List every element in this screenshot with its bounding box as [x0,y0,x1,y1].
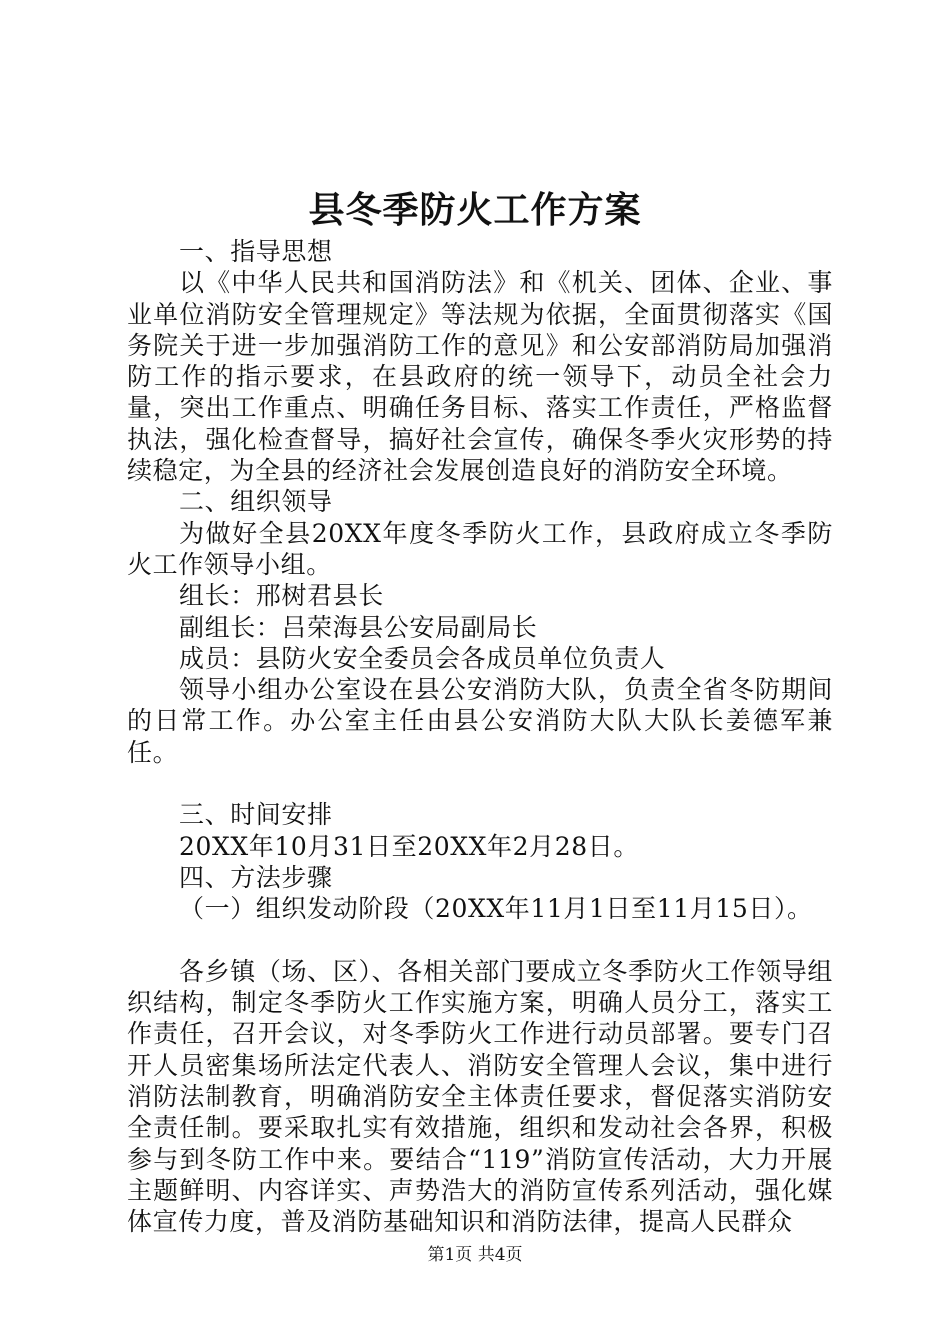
subsection-heading-mobilization: （一）组织发动阶段（20XX年11月1日至11月15日）。 [179,894,813,924]
document-body [127,236,833,1238]
section-heading-guiding-ideology: 一、指导思想 [179,237,333,266]
section-heading-schedule: 三、时间安排 [179,800,333,830]
section-heading-steps: 四、方法步骤 [179,862,333,892]
section-heading-organization: 二、组织领导 [179,487,333,517]
members-line: 成员：县防火安全委员会各成员单位负责人 [179,643,666,673]
paragraph-guiding-ideology: 以《中华人民共和国消防法》和《机关、团体、企业、事业单位消防安全管理规定》等法规为依据，全面贯彻落实《国务院关于进一步加强消防工作的意见》和公安部消防局加强消防工作的指示要求，在县政府的统一领导下，动员全社会力量，突出工作重点、明确任务目标、落实工作责任，严格监督执法，强化检查督导，搞好社会宣传，确保冬季火灾形势的持续稳定，为全县的经济社会发展创造良好的消防安全环境。 [127,268,833,486]
paragraph-schedule: 20XX年10月31日至20XX年2月28日。 [179,831,639,861]
document-title: 县冬季防火工作方案 [308,189,642,231]
paragraph-leading-group: 为做好全县20XX年度冬季防火工作，县政府成立冬季防火工作领导小组。 [127,518,833,579]
page-footer: 第1页 共4页 [427,1245,523,1265]
blank-line [127,768,833,799]
paragraph-office: 领导小组办公室设在县公安消防大队，负责全省冬防期间的日常工作。办公室主任由县公安消防大队大队长姜德军兼任。 [127,675,833,767]
blank-line [127,925,833,956]
group-leader-line: 组长：邢树君县长 [179,581,384,611]
paragraph-mobilization: 各乡镇（场、区）、各相关部门要成立冬季防火工作领导组织结构，制定冬季防火工作实施方案，明确人员分工，落实工作责任，召开会议，对冬季防火工作进行动员部署。要专门召开人员密集场所法定代表人、消防安全管理人会议，集中进行消防法制教育，明确消防安全主体责任要求，督促落实消防安全责任制。要采取扎实有效措施，组织和发动社会各界，积极参与到冬防工作中来。要结合“119”消防宣传活动，大力开展主题鲜明、内容详实、声势浩大的消防宣传系列活动，强化媒体宣传力度，普及消防基础知识和消防法律，提高人民群众 [127,956,833,1237]
deputy-leader-line: 副组长：吕荣海县公安局副局长 [179,612,538,642]
